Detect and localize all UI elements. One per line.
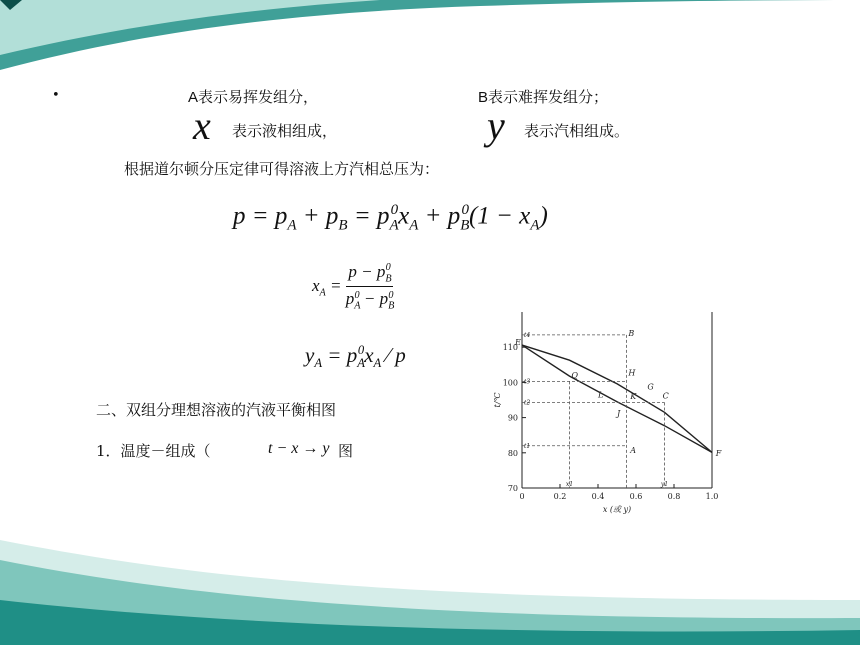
point-label-G: G	[647, 382, 654, 392]
point-label-Q: Q	[571, 371, 578, 381]
subsection-formula: t − x → y	[268, 440, 330, 457]
section-title: 二、双组分理想溶液的汽液平衡相图	[96, 401, 337, 419]
point-label-C: C	[662, 391, 669, 401]
temperature-label: t1	[524, 442, 531, 450]
x-axis-label: x (或 y)	[602, 505, 632, 514]
bubble-point-curve	[522, 345, 712, 452]
x-tick-label: 0.6	[629, 492, 643, 501]
y-tick-label: 80	[507, 448, 518, 458]
x-tick-label: 1.0	[705, 492, 719, 501]
point-label-L: L	[598, 390, 604, 400]
point-label-F: F	[715, 448, 722, 458]
point-label-E: E	[515, 337, 521, 347]
x-symbol: x	[193, 103, 211, 148]
y-tick-label: 90	[507, 413, 518, 423]
total-pressure-equation: $p = p_A + p_B = p_A^0x_A + p_B^0(1 - x_A)$	[233, 202, 548, 234]
point-label-B: B	[628, 329, 635, 339]
point-label-H: H	[628, 368, 636, 378]
y-tick-label: 110	[502, 343, 518, 353]
dalton-sentence: 根据道尔顿分压定律可得溶液上方汽相总压为：	[124, 160, 440, 178]
phase-diagram-chart	[490, 300, 740, 525]
y-symbol: y	[487, 103, 505, 148]
x1-mark: x1	[565, 481, 574, 488]
subsection-prefix: 1．温度－组成（	[96, 442, 211, 460]
x-tick-label: 0.8	[667, 492, 681, 501]
point-label-K: K	[630, 392, 637, 402]
subsection-suffix: 图	[338, 442, 354, 460]
component-a-text: A表示易挥发组分，	[188, 89, 319, 106]
x-tick-label: 0.4	[591, 492, 605, 501]
vapor-fraction-equation: $y_A = p_A^0x_A$ ⁄ p	[305, 343, 406, 371]
temperature-label: t3	[524, 378, 531, 386]
x-tick-label: 0	[519, 492, 525, 501]
bullet: •	[52, 88, 60, 103]
liquid-fraction-equation: $x_A$ = $\frac{p - p_B^0}{p_A^0 - p_B^0}$	[312, 262, 395, 312]
y1-mark: y1	[660, 481, 669, 488]
y-tick-label: 70	[507, 484, 518, 493]
temperature-label: t2	[524, 399, 531, 407]
liquid-composition-text: 表示液相组成，	[232, 122, 338, 140]
point-label-J: J	[617, 409, 621, 419]
y-axis-label: t/℃	[493, 392, 502, 408]
y-tick-label: 100	[502, 378, 518, 388]
point-label-A: A	[630, 445, 637, 455]
component-b-text: B表示难挥发组分；	[478, 89, 609, 106]
vapor-composition-text: 表示汽相组成。	[524, 122, 630, 140]
x-tick-label: 0.2	[553, 492, 567, 501]
temperature-label: t4	[524, 331, 531, 339]
